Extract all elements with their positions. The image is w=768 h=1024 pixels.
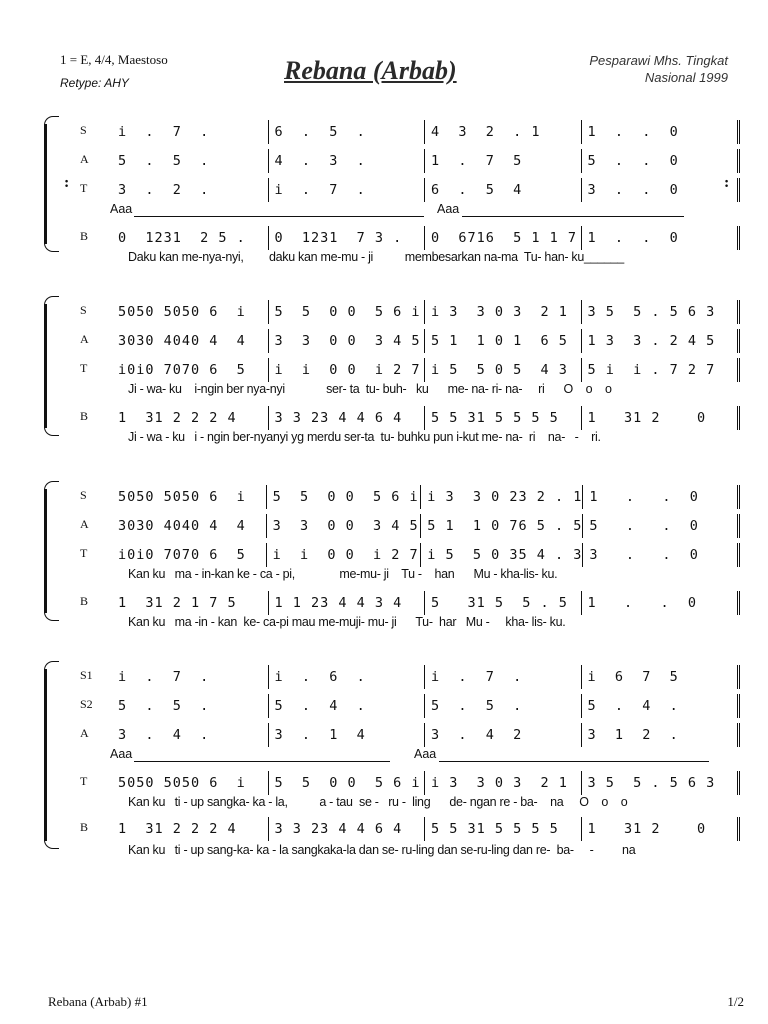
measure: 3 3 0 0 3 4 5 bbox=[269, 329, 426, 353]
measure: 5 5 31 5 5 5 5 bbox=[425, 406, 582, 430]
key-tempo: 1 = E, 4/4, Maestoso bbox=[60, 52, 168, 67]
system-bracket bbox=[44, 124, 61, 244]
measure: i 3 3 0 3 2 1 bbox=[425, 771, 582, 795]
voice-label: S1 bbox=[80, 668, 93, 682]
measure: i0i0 7070 6 5 bbox=[112, 358, 269, 382]
voice-label: B bbox=[80, 229, 89, 243]
voice-row-t bbox=[68, 771, 740, 795]
voice-row-b bbox=[68, 591, 740, 615]
measure: 1 1 23 4 4 3 4 bbox=[269, 591, 426, 615]
voice-label: A bbox=[80, 517, 89, 531]
retype-credit: Retype: AHY bbox=[60, 76, 129, 90]
measure: 1 . . 0 bbox=[582, 226, 741, 250]
lyric-line: Kan ku ti - up sangka- ka - la, a - tau se - ru - ling de- ngan re - ba- na O o o bbox=[128, 795, 628, 809]
lyric-line: Kan ku ma - in-kan ke - ca - pi, me-mu- ji Tu - han Mu - kha-lis- ku. bbox=[128, 567, 558, 581]
voice-row-s bbox=[68, 300, 740, 324]
measure: 5 5 0 0 5 6 i bbox=[269, 300, 426, 324]
measure: 5 1 1 0 1 6 5 bbox=[425, 329, 582, 353]
measure: 0 6716 5 1 1 7 bbox=[425, 226, 582, 250]
voice-row-a bbox=[68, 329, 740, 353]
measure: 1 3 3 . 2 4 5 bbox=[582, 329, 741, 353]
event-line-1: Pesparawi Mhs. Tingkat bbox=[589, 53, 728, 68]
system-bracket bbox=[44, 489, 61, 613]
lyric-sustain-1: Aaa bbox=[110, 747, 133, 761]
measure: 5 31 5 5 . 5 bbox=[425, 591, 582, 615]
voice-row-t bbox=[68, 175, 740, 202]
measure: i i 0 0 i 2 7 bbox=[267, 543, 422, 567]
voice-label: B bbox=[80, 594, 89, 608]
measure: 3 5 5 . 5 6 3 bbox=[582, 300, 741, 324]
event-line-2: Nasional 1999 bbox=[644, 70, 728, 85]
voice-row-s bbox=[68, 485, 740, 509]
system-3 bbox=[44, 485, 740, 635]
voice-row-b bbox=[68, 226, 740, 250]
measure: 3 . 4 . bbox=[112, 723, 269, 747]
voice-label: S bbox=[80, 488, 87, 502]
measure: 1 31 2 2 2 4 bbox=[112, 817, 269, 841]
voice-label: T bbox=[80, 181, 88, 195]
measure: 5 5 0 0 5 6 i bbox=[269, 771, 426, 795]
lyric-line: Ji - wa - ku i - ngin ber-nyanyi yg merdu ser-ta tu- buhku pun i-kut me- na- ri na- - ri. bbox=[128, 430, 601, 444]
measure: i . 7 . bbox=[112, 665, 269, 689]
measure: 5050 5050 6 i bbox=[112, 485, 267, 509]
measure: 5050 5050 6 i bbox=[112, 771, 269, 795]
voice-row-b bbox=[68, 817, 740, 841]
measure: i . 7 . bbox=[269, 178, 426, 202]
measure: 6 . 5 4 bbox=[425, 178, 582, 202]
measure: 3 3 0 0 3 4 5 bbox=[267, 514, 422, 538]
voice-row-t bbox=[68, 358, 740, 382]
measure: 3030 4040 4 4 bbox=[112, 514, 267, 538]
measure: 5 . 5 . bbox=[425, 694, 582, 718]
voice-label: T bbox=[80, 774, 88, 788]
voice-label: A bbox=[80, 332, 89, 346]
song-title: Rebana (Arbab) bbox=[284, 56, 457, 85]
system-bracket bbox=[44, 304, 61, 428]
measure: 3 . . 0 bbox=[583, 543, 740, 567]
page-number: 1/2 bbox=[727, 994, 744, 1009]
measure: 5 . . 0 bbox=[582, 149, 741, 173]
lyric-sustain-2: Aaa bbox=[437, 202, 460, 216]
measure: 3 . 4 2 bbox=[425, 723, 582, 747]
measure: 5 . 4 . bbox=[582, 694, 741, 718]
voice-row-s bbox=[68, 120, 740, 144]
measure: 5 5 31 5 5 5 5 bbox=[425, 817, 582, 841]
lyric-line: Kan ku ti - up sang-ka- ka - la sangkaka-la dan se- ru-ling dan se-ru-ling dan re- ba- - na bbox=[128, 843, 636, 857]
measure: 3 . . 0 bbox=[582, 178, 741, 202]
measure: 1 . . 0 bbox=[582, 591, 741, 615]
measure: 5 i i . 7 2 7 bbox=[582, 358, 741, 382]
measure: 3 . 2 . bbox=[112, 178, 269, 202]
voice-label: S bbox=[80, 303, 87, 317]
measure: i i 0 0 i 2 7 bbox=[269, 358, 426, 382]
lyric-sustain-1: Aaa bbox=[110, 202, 133, 216]
voice-label: S2 bbox=[80, 697, 93, 711]
voice-row-s2 bbox=[68, 694, 740, 718]
measure: 3 5 5 . 5 6 3 bbox=[582, 771, 741, 795]
sustain-line bbox=[462, 216, 684, 217]
measure: 5 . . 0 bbox=[583, 514, 740, 538]
voice-label: B bbox=[80, 820, 89, 834]
measure: 5 . 4 . bbox=[269, 694, 426, 718]
measure: i . 7 . bbox=[112, 120, 269, 144]
repeat-end-dots: : bbox=[724, 175, 730, 191]
voice-label: A bbox=[80, 152, 89, 166]
lyric-line: Kan ku ma -in - kan ke- ca-pi mau me-muji- mu- ji Tu- har Mu - kha- lis- ku. bbox=[128, 615, 566, 629]
measure: 3 3 23 4 4 6 4 bbox=[269, 406, 426, 430]
voice-row-b bbox=[68, 406, 740, 430]
measure: 1 . 7 5 bbox=[425, 149, 582, 173]
voice-row-a bbox=[68, 514, 740, 538]
measure: 0 1231 7 3 . bbox=[269, 226, 426, 250]
measure: i0i0 7070 6 5 bbox=[112, 543, 267, 567]
measure: 1 . . 0 bbox=[582, 120, 741, 144]
lyric-sustain-2: Aaa bbox=[414, 747, 437, 761]
voice-label: A bbox=[80, 726, 89, 740]
measure: 5 . 5 . bbox=[112, 149, 269, 173]
measure: 3 . 1 4 bbox=[269, 723, 426, 747]
voice-label: T bbox=[80, 361, 88, 375]
measure: i . 6 . bbox=[269, 665, 426, 689]
sustain-line bbox=[134, 216, 424, 217]
measure: i 3 3 0 3 2 1 bbox=[425, 300, 582, 324]
measure: 3 3 23 4 4 6 4 bbox=[269, 817, 426, 841]
measure: 3 1 2 . bbox=[582, 723, 741, 747]
sustain-line bbox=[134, 761, 390, 762]
measure: 1 31 2 1 7 5 bbox=[112, 591, 269, 615]
voice-label: B bbox=[80, 409, 89, 423]
system-2 bbox=[44, 300, 740, 450]
voice-row-a bbox=[68, 723, 740, 747]
measure: 1 31 2 0 bbox=[582, 817, 741, 841]
event-credit bbox=[488, 52, 728, 86]
measure: 1 . . 0 bbox=[583, 485, 740, 509]
voice-row-s1 bbox=[68, 665, 740, 689]
system-4 bbox=[44, 665, 740, 865]
system-1 bbox=[44, 120, 740, 264]
lyric-line: Daku kan me-nya-nyi, daku kan me-mu - ji membesarkan na-ma Tu- han- ku______ bbox=[128, 250, 624, 264]
measure: 0 1231 2 5 . bbox=[112, 226, 269, 250]
measure: i . 7 . bbox=[425, 665, 582, 689]
measure: i 6 7 5 bbox=[582, 665, 741, 689]
system-bracket bbox=[44, 669, 61, 841]
measure: 5 . 5 . bbox=[112, 694, 269, 718]
measure: 4 . 3 . bbox=[269, 149, 426, 173]
measure: 5050 5050 6 i bbox=[112, 300, 269, 324]
measure: 5 5 0 0 5 6 i bbox=[267, 485, 422, 509]
voice-label: T bbox=[80, 546, 88, 560]
measure: 1 31 2 0 bbox=[582, 406, 741, 430]
measure: i 5 5 0 5 4 3 bbox=[425, 358, 582, 382]
repeat-start-dots: : bbox=[64, 175, 70, 191]
measure: 1 31 2 2 2 4 bbox=[112, 406, 269, 430]
measure: 5 1 1 0 76 5 . 5 bbox=[421, 514, 583, 538]
lyric-line: Ji - wa- ku i-ngin ber nya-nyi ser- ta tu- buh- ku me- na- ri- na- ri O o o bbox=[128, 382, 612, 396]
voice-label: S bbox=[80, 123, 87, 137]
sustain-line bbox=[439, 761, 709, 762]
voice-row-a bbox=[68, 149, 740, 173]
measure: 6 . 5 . bbox=[269, 120, 426, 144]
measure: i 5 5 0 35 4 . 3 bbox=[421, 543, 583, 567]
voice-row-t bbox=[68, 543, 740, 567]
measure: i 3 3 0 23 2 . 1 bbox=[421, 485, 583, 509]
measure: 4 3 2 . 1 bbox=[425, 120, 582, 144]
footer-title: Rebana (Arbab) #1 bbox=[48, 994, 148, 1009]
measure: 3030 4040 4 4 bbox=[112, 329, 269, 353]
